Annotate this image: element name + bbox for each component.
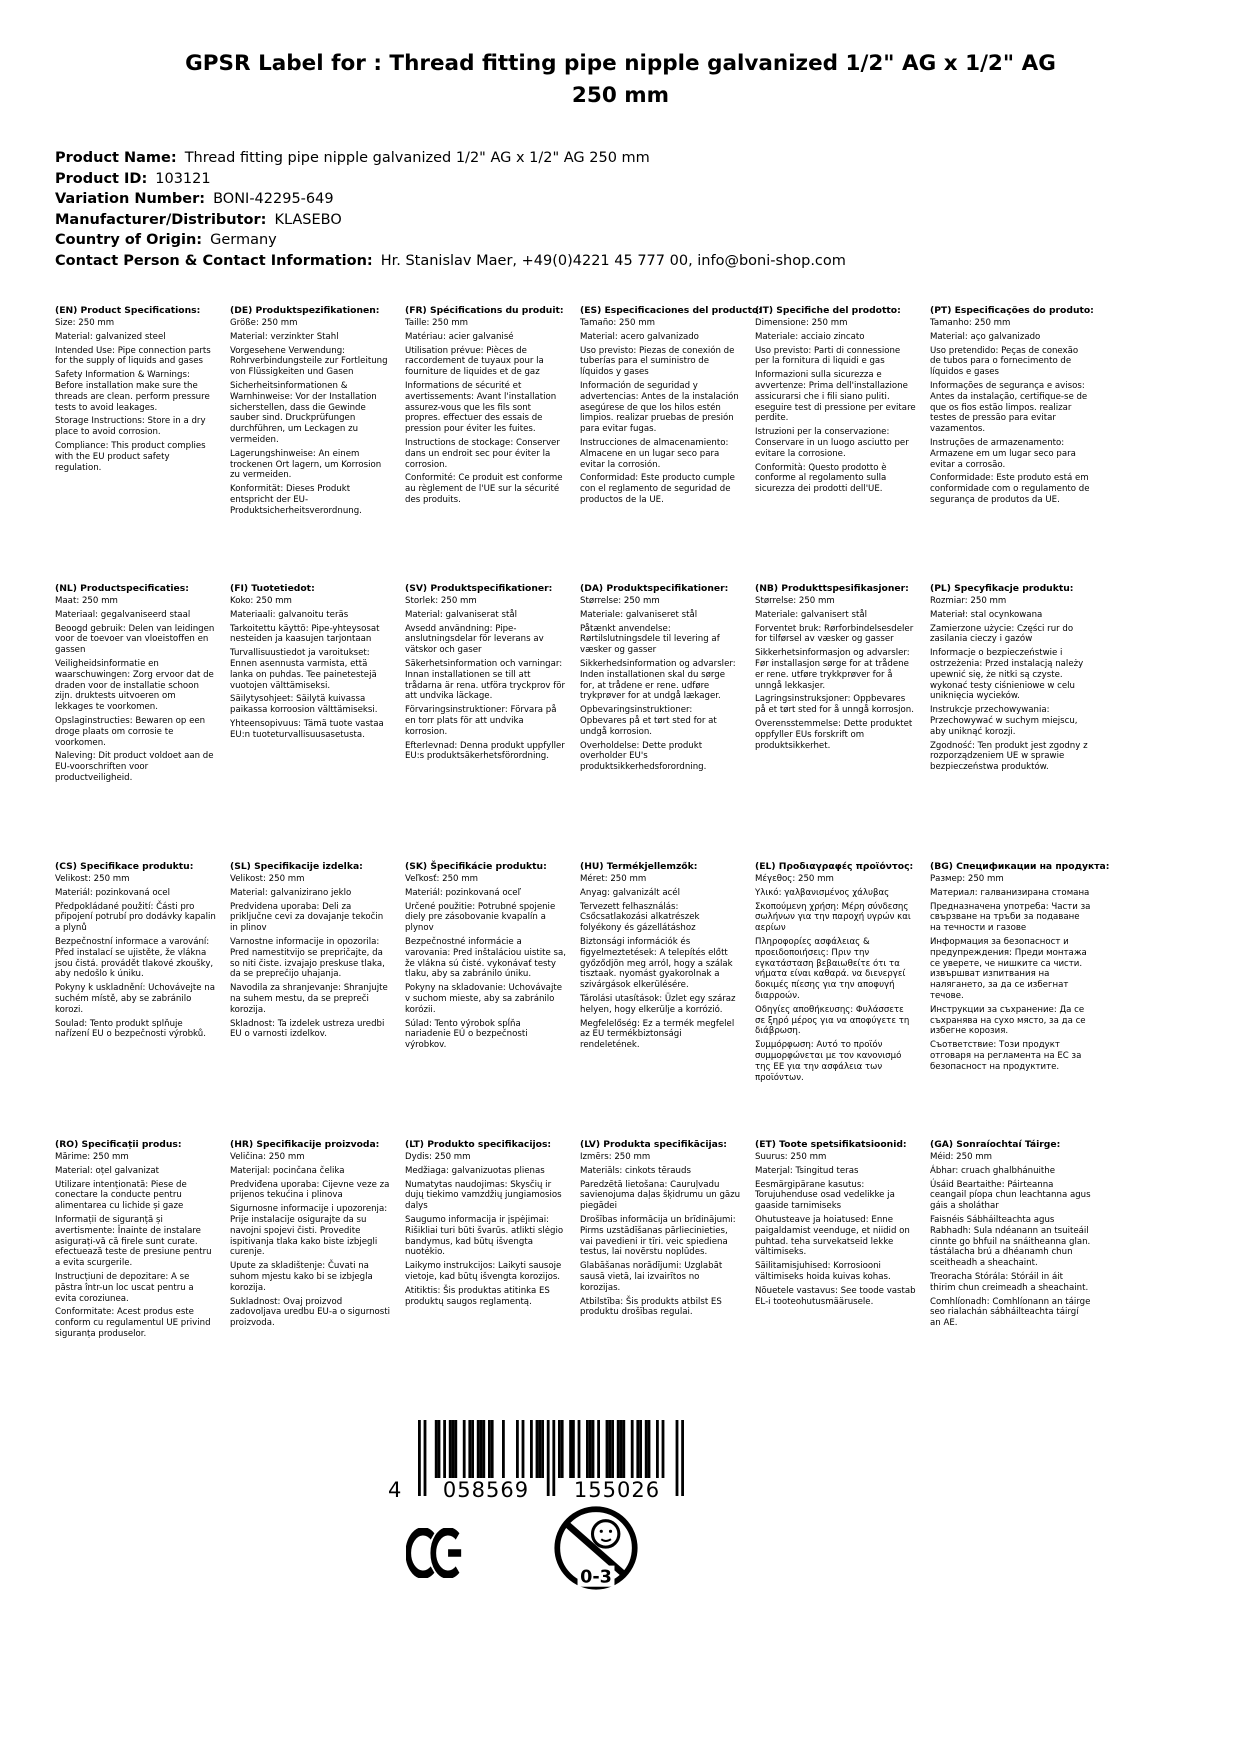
language-spec-block [755,861,930,1139]
spec-paragraph: Určené použitie: Potrubné spojenie diely pre zásobovanie kvapalín a plynov [405,901,556,934]
spec-paragraph: Materjal: Tsingitud teras [755,1165,859,1176]
spec-paragraph: Materiál: pozinkovaná ocel [55,887,170,898]
product-info-row [55,251,846,272]
spec-paragraph: Numatytas naudojimas: Skysčių ir dujų tiekimo vamzdžių jungiamosios dalys [405,1179,562,1212]
spec-paragraph: Predvidena uporaba: Deli za priključne cevi za dovajanje tekočin in plinov [230,901,384,934]
spec-paragraph: Overensstemmelse: Dette produktet oppfyller EUs forskrift om produktsikkerhet. [755,718,913,751]
spec-paragraph: Материал: галванизирана стомана [930,887,1090,898]
spec-paragraph: Информация за безопасност и предупреждения: Преди монтажа се уверете, че нишките са чисти. извършват изпитвания на налягането, за да се избегнат течове. [930,936,1087,1001]
language-heading: (HU) Termékjellemzők: [580,861,698,872]
spec-paragraph: Sukladnost: Ovaj proizvod zadovoljava uredbu EU-a o sigurnosti proizvoda. [230,1296,391,1329]
language-heading: (GA) Sonraíochtaí Táirge: [930,1139,1061,1150]
spec-paragraph: Predviđena uporaba: Cijevne veze za prijenos tekućina i plinova [230,1179,390,1201]
language-heading: (SV) Produktspecifikationer: [405,583,553,594]
spec-paragraph: Uso previsto: Parti di connessione per la fornitura di liquidi e gas [755,345,901,367]
language-spec-block [55,1139,230,1417]
spec-paragraph: Dydis: 250 mm [405,1152,471,1162]
spec-paragraph: Forventet bruk: Rørforbindelsesdeler for tilførsel av væsker og gasser [755,623,914,645]
language-spec-block [580,305,762,583]
spec-paragraph: Инструкции за съхранение: Да се съхранява на сухо място, за да се избегне корозия. [930,1004,1086,1037]
product-info-row [55,169,846,190]
product-info-value: 103121 [155,170,211,187]
spec-paragraph: Conformité: Ce produit est conforme au règlement de l'UE sur la sécurité des produits. [405,473,563,505]
spec-paragraph: Soulad: Tento produkt splňuje nařízení EU o bezpečnosti výrobků. [55,1018,206,1040]
language-spec-block [405,305,580,583]
spec-paragraph: Informações de segurança e avisos: Antes da instalação, certifique-se de que os fios estão limpos. realizar testes de pressão para evitar vazamentos. [930,380,1088,435]
language-heading: (RO) Specificații produs: [55,1139,182,1150]
spec-paragraph: Lagerungshinweise: An einem trockenen Ort lagern, um Korrosion zu vermeiden. [230,448,382,481]
language-spec-block [230,583,405,861]
spec-paragraph: Faisnéis Sábháilteachta agus Rabhadh: Sula ndéanann an tsuiteáil cinnte go bhfuil na snáitheanna glan. tástálacha brú a dhéanamh chun sceitheadh a sheachaint. [930,1214,1091,1269]
spec-paragraph: Storage Instructions: Store in a dry place to avoid corrosion. [55,416,206,438]
product-info-row [55,148,846,169]
spec-paragraph: Informazioni sulla sicurezza e avvertenze: Prima dell'installazione assicurarsi che i fili siano puliti. eseguire test di pressione per evitare perdite. [755,370,916,424]
spec-paragraph: Předpokládané použití: Části pro připojení potrubí pro dodávky kapalin a plynů [55,901,216,934]
language-heading: (FR) Spécifications du produit: [405,305,564,316]
product-info-label: Country of Origin: [55,232,203,248]
spec-paragraph: Información de seguridad y advertencias: Antes de la instalación asegúrese de que los hilos estén limpios. realizar pruebas de presión para evitar fugas. [580,380,739,435]
barcode-left-digits: 058569 [442,1478,530,1502]
spec-paragraph: Informacje o bezpieczeństwie i ostrzeżenia: Przed instalacją należy upewnić się, że nitki są czyste. wykonać testy ciśnieniowe w celu uniknięcia wycieków. [930,648,1084,702]
spec-paragraph: Instrucțiuni de depozitare: A se păstra într-un loc uscat pentru a evita coroziunea. [55,1271,194,1304]
spec-paragraph: Säkerhetsinformation och varningar: Innan installationen se till att trådarna är rena. utföra tryckprov för att undvika läckage. [405,658,566,702]
spec-paragraph: Atitiktis: Šis produktas atitinka ES produktų saugos reglamentą. [405,1285,550,1307]
spec-paragraph: Velikost: 250 mm [55,874,130,884]
spec-paragraph: Ohutusteave ja hoiatused: Enne paigaldamist veenduge, et niidid on puhtad. teha survekatseid lekke vältimiseks. [755,1214,910,1258]
spec-paragraph: Atbilstība: Šis produkts atbilst ES produktu drošības regulai. [580,1296,722,1318]
spec-paragraph: Comhlíonadh: Comhlíonann an táirge seo rialachán sábháilteachta táirgí an AE. [930,1296,1091,1329]
spec-paragraph: Uso pretendido: Peças de conexão de tubos para o fornecimento de líquidos e gases [930,345,1079,378]
language-spec-block [755,1139,930,1417]
spec-paragraph: Säilytysohjeet: Säilytä kuivassa paikassa korroosion välttämiseksi. [230,694,378,716]
spec-paragraph: Sigurnosne informacije i upozorenja: Prije instalacije osigurajte da su navojni spojevi čisti. Provedite ispitivanja tlaka kako biste izbjegli curenje. [230,1204,388,1258]
spec-paragraph: Sikkerhedsinformation og advarsler: Inden installationen skal du sørge for, at trådene er rene. udføre trykprøver for at undgå lækager. [580,658,736,702]
product-info-row [55,189,846,210]
language-spec-block [580,1139,755,1417]
spec-paragraph: Pokyny na skladovanie: Uchovávajte v suchom mieste, aby sa zabránilo korózii. [405,983,562,1015]
spec-paragraph: Taille: 250 mm [405,318,469,328]
language-spec-block [755,583,930,861]
language-spec-block [930,305,1105,583]
spec-paragraph: Intended Use: Pipe connection parts for the supply of liquids and gases [55,345,211,367]
spec-paragraph: Efterlevnad: Denna produkt uppfyller EU:s produktsäkerhetsförordning. [405,740,565,762]
product-info-label: Variation Number: [55,191,206,207]
language-heading: (SK) Špecifikácie produktu: [405,861,547,872]
spec-paragraph: Overholdelse: Dette produkt overholder EU's produktsikkerhedsforordning. [580,740,707,773]
language-heading: (IT) Specifiche del prodotto: [755,305,901,316]
spec-paragraph: Úsáid Beartaithe: Páirteanna ceangail píopa chun leachtanna agus gáis a sholáthar [930,1179,1091,1212]
spec-paragraph: Velikost: 250 mm [230,874,305,884]
spec-paragraph: Съответствие: Този продукт отговаря на регламента на ЕС за безопасност на продуктите. [930,1040,1082,1072]
spec-paragraph: Koko: 250 mm [230,596,292,606]
spec-paragraph: Eesmärgipärane kasutus: Torujuhenduse osad vedelikke ja gaaside tarnimiseks [755,1179,895,1212]
spec-paragraph: Tervezett felhasználás: Csőcsatlakozási alkatrészek folyékony és gázellátáshoz [580,901,700,934]
spec-paragraph: Nõuetele vastavus: See toode vastab EL-i tooteohutusmäärusele. [755,1285,916,1307]
spec-paragraph: Bezpečnostné informácie a varovania: Pred inštaláciou uistite sa, že vlákna sú čisté. vykonávať testy tlaku, aby sa zabránilo úniku. [405,936,566,980]
spec-paragraph: Méid: 250 mm [930,1152,993,1162]
spec-paragraph: Material: verzinkter Stahl [230,331,339,342]
spec-paragraph: Avsedd användning: Pipe-anslutningsdelar för leverans av vätskor och gaser [405,623,544,656]
spec-paragraph: Anyag: galvanizált acél [580,887,680,898]
spec-paragraph: Opslaginstructies: Bewaren op een droge plaats om corrosie te voorkomen. [55,715,206,748]
spec-paragraph: Μέγεθος: 250 mm [755,874,834,884]
spec-paragraph: Størrelse: 250 mm [755,596,835,606]
language-spec-block [405,1139,580,1417]
spec-paragraph: Yhteensopivuus: Tämä tuote vastaa EU:n tuoteturvallisuusasetusta. [230,718,384,740]
spec-paragraph: Material: aço galvanizado [930,331,1041,342]
language-spec-block [55,861,230,1139]
spec-paragraph: Informations de sécurité et avertissements: Avant l'installation assurez-vous que les fils sont propres. effectuer des essais de pression pour éviter les fuites. [405,380,557,435]
ce-mark-icon [406,1528,464,1582]
language-spec-block [405,583,580,861]
spec-paragraph: Pokyny k uskladnění: Uchovávejte na suchém místě, aby se zabránilo korozi. [55,983,215,1015]
spec-paragraph: Varnostne informacije in opozorila: Pred namestitvijo se prepričajte, da so niti čiste. izvajajo preskuse tlaka, da se preprečijo uhajanja. [230,936,385,980]
spec-paragraph: Laikymo instrukcijos: Laikyti sausoje vietoje, kad būtų išvengta korozijos. [405,1261,562,1282]
spec-paragraph: Lagringsinstruksjoner: Oppbevares på et tørt sted for å unngå korrosjon. [755,694,914,716]
spec-paragraph: Konformität: Dieses Produkt entspricht der EU-Produktsicherheitsverordnung. [230,484,362,516]
spec-paragraph: Glabāšanas norādījumi: Uzglabāt sausā vietā, lai izvairītos no korozijas. [580,1261,723,1293]
spec-paragraph: Opbevaringsinstruktioner: Opbevares på et tørt sted for at undgå korrosion. [580,705,717,737]
language-spec-block [55,305,230,583]
spec-paragraph: Size: 250 mm [55,318,115,328]
age-warning-0-3-icon [552,1504,640,1596]
spec-paragraph: Informații de siguranță și avertismente: Înainte de instalare asigurați-vă că firele sunt curate. efectuează teste de presiune pentru a evita scurgerile. [55,1214,212,1269]
product-info-value: Germany [210,232,277,248]
spec-paragraph: Utilisation prévue: Pièces de raccordement de tuyaux pour la fourniture de liquides et de gaz [405,345,544,378]
spec-paragraph: Turvallisuustiedot ja varoitukset: Ennen asennusta varmista, että lanka on puhdas. Tee painetestejä vuotojen välttämiseksi. [230,648,377,691]
spec-paragraph: Materiale: galvaniseret stål [580,609,698,620]
language-heading: (BG) Спецификации на продукта: [930,861,1110,872]
spec-paragraph: Dimensione: 250 mm [755,318,848,328]
spec-paragraph: Mărime: 250 mm [55,1152,129,1162]
language-heading: (DA) Produktspecifikationer: [580,583,729,594]
language-heading: (EL) Προδιαγραφές προϊόντος: [755,861,914,872]
spec-paragraph: Materiāls: cinkots tērauds [580,1165,691,1176]
language-spec-block [230,1139,405,1417]
spec-paragraph: Zamierzone użycie: Części rur do zasilania cieczy i gazów [930,623,1074,645]
language-heading: (EN) Product Specifications: [55,305,201,316]
language-spec-block [930,861,1110,1139]
spec-paragraph: Vorgesehene Verwendung: Rohrverbindungsteile zur Fortleitung von Flüssigkeiten und Gasen [230,345,388,378]
spec-paragraph: Zgodność: Ten produkt jest zgodny z rozporządzeniem UE w sprawie bezpieczeństwa produktów. [930,740,1088,773]
spec-paragraph: Tamaño: 250 mm [580,318,655,328]
spec-paragraph: Uso previsto: Piezas de conexión de tuberías para el suministro de líquidos y gases [580,345,735,378]
spec-paragraph: Utilizare intenționată: Piese de conectare la conducte pentru alimentarea cu lichide și gaze [55,1179,187,1212]
spec-paragraph: Maat: 250 mm [55,596,118,606]
page-title: GPSR Label for : Thread fitting pipe nipple galvanized 1/2" AG x 1/2" AG 250 mm [185,51,1056,109]
spec-paragraph: Conformidade: Este produto está em conformidade com o regulamento de segurança de produtos da UE. [930,473,1090,505]
spec-paragraph: Istruzioni per la conservazione: Conservare in un luogo asciutto per evitare la corrosione. [755,427,909,459]
spec-paragraph: Súlad: Tento výrobok spĺňa nariadenie EÚ o bezpečnosti výrobkov. [405,1018,528,1051]
language-heading: (NL) Productspecificaties: [55,583,189,594]
spec-paragraph: Rozmiar: 250 mm [930,596,1007,606]
language-heading: (ET) Toote spetsifikatsioonid: [755,1139,907,1150]
language-heading: (LT) Produkto specifikacijos: [405,1139,552,1150]
spec-paragraph: Instrukcje przechowywania: Przechowywać w suchym miejscu, aby uniknąć korozji. [930,705,1078,737]
spec-paragraph: Matériau: acier galvanisé [405,331,514,342]
product-info-label: Product ID: [55,170,148,187]
spec-paragraph: Conformitate: Acest produs este conform cu regulamentul UE privind siguranța produselor. [55,1307,211,1339]
barcode-right-digits: 155026 [573,1478,661,1502]
spec-paragraph: Treoracha Stórála: Stóráil in áit thirim chun creimeadh a sheachaint. [930,1271,1089,1293]
spec-paragraph: Safety Information & Warnings: Before installation make sure the threads are clean. perform pressure tests to avoid leakages. [55,370,210,413]
spec-paragraph: Tarkoitettu käyttö: Pipe-yhteysosat nesteiden ja kaasujen tarjontaan [230,623,380,645]
spec-paragraph: Størrelse: 250 mm [580,596,660,606]
language-spec-block [580,583,755,861]
spec-paragraph: Saugumo informacija ir įspėjimai: Rišikliai turi būti švarūs. atlikti slėgio bandymus, kad būtų išvengta nuotėkio. [405,1214,564,1258]
spec-paragraph: Drošības informācija un brīdinājumi: Pirms uzstādīšanas pārliecinieties, vai pavedieni ir tīri. veic spiediena testus, lai novērstu noplūdes. [580,1214,736,1258]
spec-paragraph: Предназначена употреба: Части за свързване на тръби за подаване на течности и газове [930,901,1091,934]
spec-paragraph: Πληροφορίες ασφάλειας & προειδοποιήσεις: Πριν την εγκατάσταση βεβαιωθείτε ότι τα νήματα είναι καθαρά. να διενεργεί δοκιμές πίεσης για την αποφυγή διαρροών. [755,936,906,1001]
spec-paragraph: Sikkerhetsinformasjon og advarsler: Før installasjon sørge for at trådene er rene. utføre trykkprøver for å unngå lekkasjer. [755,648,910,691]
spec-paragraph: Tamanho: 250 mm [930,318,1011,328]
language-heading: (DE) Produktspezifikationen: [230,305,380,316]
spec-paragraph: Säilitamisjuhised: Korrosiooni vältimiseks hoida kuivas kohas. [755,1261,891,1282]
spec-paragraph: Materiał: stal ocynkowana [930,609,1043,620]
spec-paragraph: Σκοπούμενη χρήση: Μέρη σύνδεσης σωλήνων για την παροχή υγρών και αερίων [755,901,911,934]
spec-paragraph: Compliance: This product complies with the EU product safety regulation. [55,440,206,473]
product-info-label: Contact Person & Contact Information: [55,252,373,269]
spec-paragraph: Navodila za shranjevanje: Shranjujte na suhem mestu, da se prepreči korozija. [230,983,388,1015]
spec-paragraph: Ábhar: cruach ghalbhánuithe [930,1165,1056,1176]
spec-paragraph: Conformità: Questo prodotto è conforme al regolamento sulla sicurezza dei prodotti dell'UE. [755,462,887,495]
spec-paragraph: Größe: 250 mm [230,318,298,328]
spec-paragraph: Skladnost: Ta izdelek ustreza uredbi EU o varnosti izdelkov. [230,1018,385,1040]
language-spec-block [755,305,930,583]
spec-paragraph: Medžiaga: galvanizuotas plienas [405,1165,545,1176]
spec-paragraph: Materijal: pocinčana čelika [230,1165,345,1176]
product-info-value: Thread fitting pipe nipple galvanized 1/2" AG x 1/2" AG 250 mm [184,150,650,166]
age-warning-label: 0-3 [580,1567,612,1588]
barcode [388,1420,684,1524]
language-spec-block [580,861,755,1139]
product-info-label: Product Name: [55,150,177,166]
spec-paragraph: Méret: 250 mm [580,874,647,884]
spec-paragraph: Material: galvanizirano jeklo [230,887,352,898]
barcode-lead-digit: 4 [388,1478,403,1502]
spec-paragraph: Tárolási utasítások: Üzlet egy száraz helyen, hogy elkerülje a korrózió. [580,993,736,1015]
spec-paragraph: Materiaal: gegalvaniseerd staal [55,609,191,620]
spec-paragraph: Förvaringsinstruktioner: Förvara på en torr plats för att undvika korrosion. [405,705,557,737]
spec-paragraph: Οδηγίες αποθήκευσης: Φυλάσσετε σε ξηρό μέρος για να αποφύγετε τη διάβρωση. [755,1004,910,1037]
language-heading: (HR) Specifikacije proizvoda: [230,1139,380,1150]
spec-paragraph: Beoogd gebruik: Delen van leidingen voor de toevoer van vloeistoffen en gassen [55,623,215,656]
product-info-row [55,210,846,231]
product-info-value: KLASEBO [274,211,342,228]
language-heading: (PL) Specyfikacje produktu: [930,583,1074,594]
spec-paragraph: Instructions de stockage: Conserver dans un endroit sec pour éviter la corrosion. [405,437,560,470]
spec-paragraph: Material: galvaniserat stål [405,609,517,620]
spec-paragraph: Izmērs: 250 mm [580,1152,651,1162]
spec-paragraph: Suurus: 250 mm [755,1152,827,1162]
spec-paragraph: Instrucciones de almacenamiento: Almacene en un lugar seco para evitar la corrosión. [580,437,729,470]
spec-paragraph: Materiale: acciaio zincato [755,331,865,342]
spec-paragraph: Materiál: pozinkovaná oceľ [405,887,521,898]
product-info-value: BONI-42295-649 [213,191,334,207]
spec-paragraph: Megfelelőség: Ez a termék megfelel az EU termékbiztonsági rendeletének. [580,1018,735,1051]
language-heading: (SL) Specifikacije izdelka: [230,861,363,872]
spec-paragraph: Material: galvanized steel [55,331,166,342]
language-spec-block [930,583,1105,861]
language-heading: (FI) Tuotetiedot: [230,583,315,594]
spec-paragraph: Materiale: galvanisert stål [755,609,868,620]
language-heading: (ES) Especificaciones del producto: [580,305,762,316]
spec-paragraph: Biztonsági információk és figyelmeztetések: A telepítés előtt győződjön meg arról, hogy a szálak tisztaak. nyomást gyakorolnak a szivárgások elkerülésére. [580,936,733,991]
spec-paragraph: Συμμόρφωση: Αυτό το προϊόν συμμορφώνεται με τον κανονισμό της ΕΕ για την ασφάλεια των προϊόντων. [755,1040,902,1083]
language-heading: (NB) Produkttspesifikasjoner: [755,583,909,594]
language-heading: (LV) Produkta specifikācijas: [580,1139,727,1150]
spec-paragraph: Размер: 250 mm [930,874,1004,884]
language-heading: (CS) Specifikace produktu: [55,861,194,872]
product-info-value: Hr. Stanislav Maer, +49(0)4221 45 777 00, info@boni-shop.com [380,252,846,269]
spec-paragraph: Material: acero galvanizado [580,331,699,342]
language-spec-block [230,861,405,1139]
spec-paragraph: Υλικό: γαλβανισμένος χάλυβας [755,887,890,898]
spec-paragraph: Veiligheidsinformatie en waarschuwingen: Zorg ervoor dat de draden voor de installatie schoon zijn. druktests uitvoeren om lekkages te voorkomen. [55,658,214,713]
language-spec-block [55,583,230,861]
spec-paragraph: Materiaali: galvanoitu teräs [230,609,349,620]
product-info-row [55,230,846,251]
spec-paragraph: Material: oțel galvanizat [55,1165,160,1176]
language-spec-block [405,861,580,1139]
product-info-label: Manufacturer/Distributor: [55,211,267,228]
spec-paragraph: Instruções de armazenamento: Armazene em um lugar seco para evitar a corrosão. [930,437,1076,470]
spec-paragraph: Upute za skladištenje: Čuvati na suhom mjestu kako bi se izbjegla korozija. [230,1261,373,1293]
spec-paragraph: Naleving: Dit product voldoet aan de EU-voorschriften voor productveiligheid. [55,751,214,783]
spec-paragraph: Sicherheitsinformationen & Warnhinweise: Vor der Installation sicherstellen, dass die Gewinde sauber sind. Druckprüfungen durchführen, um Leckagen zu vermeiden. [230,380,377,445]
language-specs-grid [55,305,1110,1417]
language-heading: (PT) Especificações do produto: [930,305,1094,316]
spec-paragraph: Påtænkt anvendelse: Rørtilslutningsdele til levering af væsker og gasser [580,623,720,656]
spec-paragraph: Bezpečnostní informace a varování: Před instalací se ujistěte, že vlákna jsou čistá. provádět tlakové zkoušky, aby nedošlo k úniku. [55,936,214,980]
spec-paragraph: Conformidad: Este producto cumple con el reglamento de seguridad de productos de la UE. [580,473,735,505]
spec-paragraph: Veľkosť: 250 mm [405,874,478,884]
spec-paragraph: Veličina: 250 mm [230,1152,305,1162]
product-info [55,148,846,271]
spec-paragraph: Paredzētā lietošana: Cauruļvadu savienojuma daļas šķidrumu un gāzu piegādei [580,1179,741,1212]
spec-paragraph: Storlek: 250 mm [405,596,477,606]
language-spec-block [930,1139,1105,1417]
language-spec-block [230,305,405,583]
